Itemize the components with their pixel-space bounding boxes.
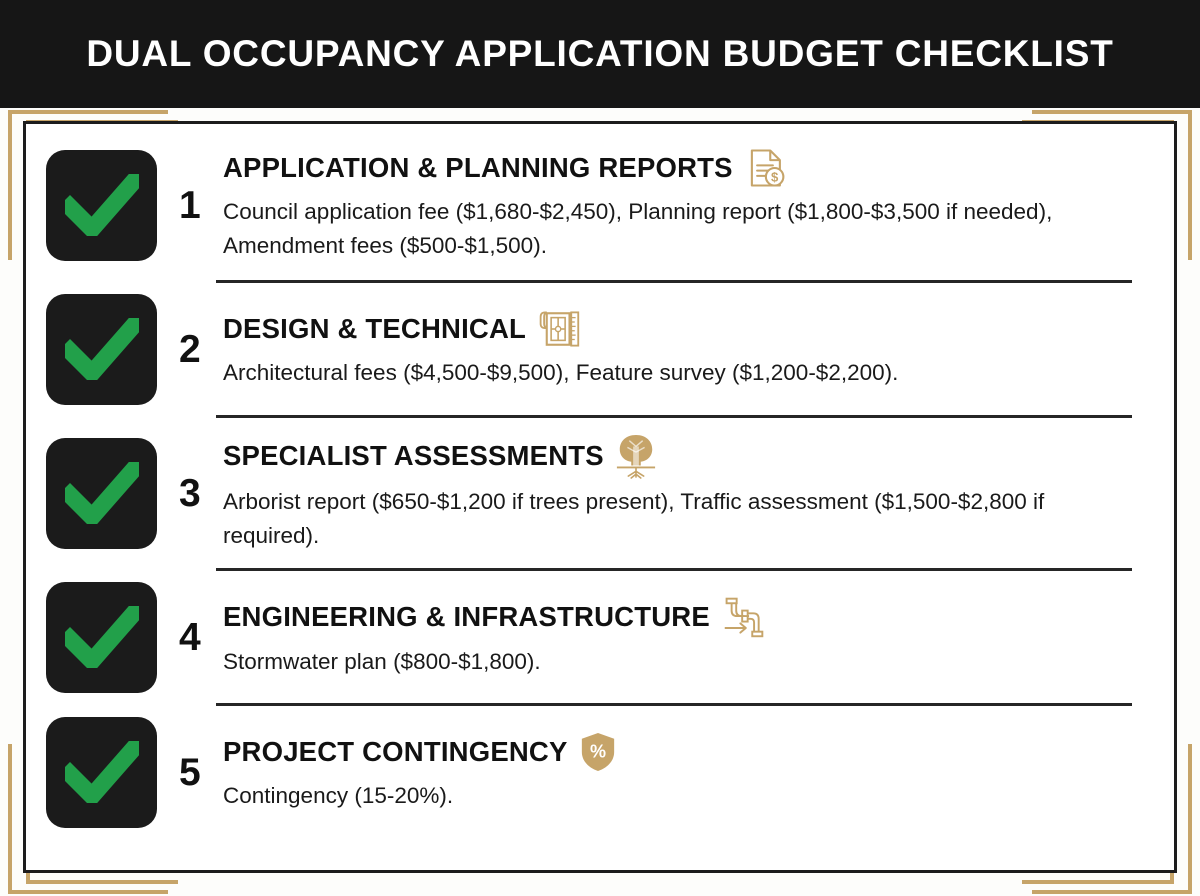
item-title-1: APPLICATION & PLANNING REPORTS [223,151,733,183]
shield-percent-icon [579,731,617,773]
item-number-1: 1 [179,183,201,227]
page-title: DUAL OCCUPANCY APPLICATION BUDGET CHECKLIST [86,33,1114,74]
checklist-item-1[interactable] [46,130,1154,280]
checklist-item-4[interactable] [46,571,1154,703]
item-description-5: Contingency (15-20%). [223,783,454,809]
item-number-5: 5 [179,750,201,794]
item-number-3: 3 [179,471,201,515]
checklist-item-2[interactable] [46,283,1154,415]
checkbox-2[interactable] [46,294,157,405]
svg-text:%: % [589,741,606,762]
checkbox-3[interactable] [46,438,157,549]
document-dollar-icon [744,147,786,189]
checklist-item-3[interactable] [46,418,1154,568]
checklist-item-5[interactable] [46,706,1154,838]
svg-text:$: $ [770,169,778,185]
page-body [0,108,1200,896]
item-title-5: PROJECT CONTINGENCY [223,735,568,767]
pipe-flow-icon [721,595,767,639]
item-description-2: Architectural fees ($4,500-$9,500), Feature survey ($1,200-$2,200). [223,360,899,386]
checkbox-5[interactable] [46,717,157,828]
item-title-3: SPECIALIST ASSESSMENTS [223,439,604,471]
header-bar [0,0,1200,108]
checklist [46,130,1154,866]
item-title-4: ENGINEERING & INFRASTRUCTURE [223,600,710,632]
item-description-1: Council application fee ($1,680-$2,450), Planning report ($1,800-$3,500 if needed), Amendment fees ($500-$1,500). [223,199,1053,258]
checkbox-1[interactable] [46,150,157,261]
item-description-4: Stormwater plan ($800-$1,800). [223,649,541,675]
item-title-2: DESIGN & TECHNICAL [223,312,527,344]
tree-icon [615,433,657,479]
item-description-3: Arborist report ($650-$1,200 if trees present), Traffic assessment ($1,500-$2,800 if required). [223,489,1045,548]
item-number-2: 2 [179,327,201,371]
checkbox-4[interactable] [46,582,157,693]
blueprint-ruler-icon [537,308,581,350]
item-number-4: 4 [179,615,201,659]
